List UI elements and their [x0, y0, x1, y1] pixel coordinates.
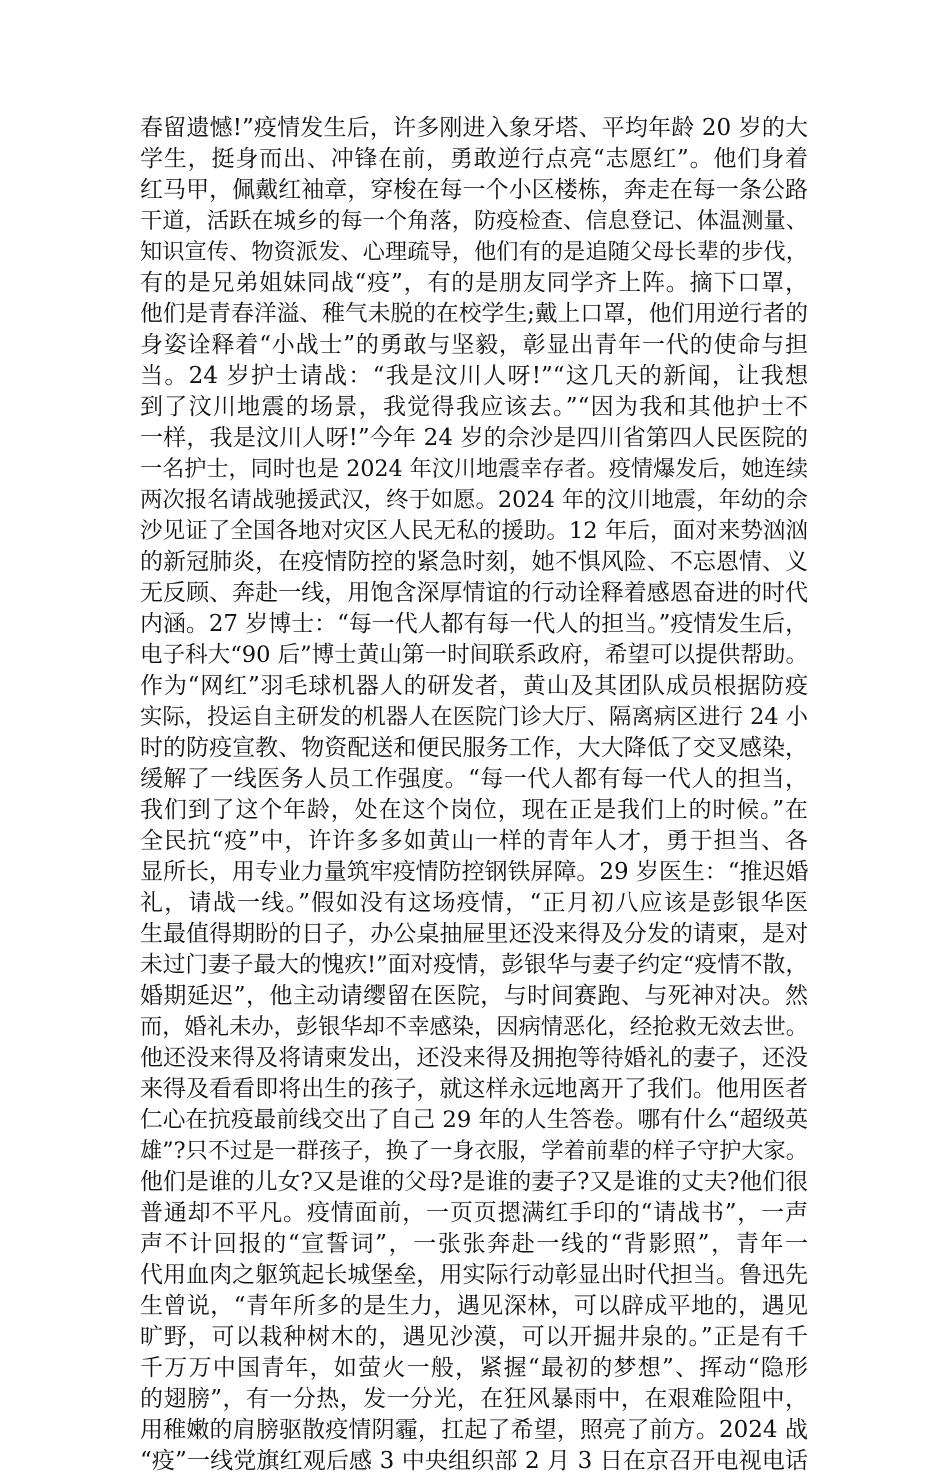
text-line: 无反顾、奔赴一线，用饱含深厚情谊的行动诠释着感恩奋进的时代 [140, 580, 808, 606]
text-line: 千万万中国青年，如萤火一般，紧握“最初的梦想”、挥动“隐形 [140, 1355, 808, 1381]
text-line: 生最值得期盼的日子，办公桌抽屉里还没来得及分发的请柬，是对 [140, 921, 808, 947]
text-line: 仁心在抗疫最前线交出了自己 29 年的人生答卷。哪有什么“超级英 [140, 1107, 808, 1133]
text-line: 有的是兄弟姐妹同战“疫”，有的是朋友同学齐上阵。摘下口罩， [140, 270, 808, 296]
text-line: 而，婚礼未办，彭银华却不幸感染，因病情恶化，经抢救无效去世。 [140, 1014, 808, 1040]
text-line: 普通却不平凡。疫情面前，一页页摁满红手印的“请战书”，一声 [140, 1200, 808, 1226]
text-line: 他还没来得及将请柬发出，还没来得及拥抱等待婚礼的妻子，还没 [140, 1045, 808, 1071]
text-line: 缓解了一线医务人员工作强度。“每一代人都有每一代人的担当， [140, 766, 808, 792]
text-line: 身姿诠释着“小战士”的勇敢与坚毅，彰显出青年一代的使命与担 [140, 332, 808, 358]
text-line: 一名护士，同时也是 2024 年汶川地震幸存者。疫情爆发后，她连续 [140, 456, 808, 482]
text-line: 的新冠肺炎，在疫情防控的紧急时刻，她不惧风险、不忘恩情、义 [140, 549, 808, 575]
text-line: 他们是青春洋溢、稚气未脱的在校学生;戴上口罩，他们用逆行者的 [140, 301, 808, 327]
text-line: 他们是谁的儿女?又是谁的父母?是谁的妻子?又是谁的丈夫?他们很 [140, 1169, 809, 1195]
text-line: 旷野，可以栽种树木的，遇见沙漠，可以开掘井泉的。”正是有千 [140, 1324, 808, 1350]
text-line: 内涵。27 岁博士：“每一代人都有每一代人的担当。”疫情发生后， [140, 611, 808, 637]
text-line: 雄”?只不过是一群孩子，换了一身衣服，学着前辈的样子守护大家。 [140, 1138, 808, 1164]
text-line: 声不计回报的“宣誓词”，一张张奔赴一线的“背影照”，青年一 [140, 1231, 808, 1257]
text-line: 实际，投运自主研发的机器人在医院门诊大厅、隔离病区进行 24 小 [140, 704, 808, 730]
text-line: 用稚嫩的肩膀驱散疫情阴霾，扛起了希望，照亮了前方。2024 战 [140, 1417, 808, 1443]
text-line: 显所长，用专业力量筑牢疫情防控钢铁屏障。29 岁医生：“推迟婚 [140, 859, 809, 885]
text-line: 当。24 岁护士请战：“我是汶川人呀!”“这几天的新闻，让我想 [140, 363, 808, 389]
text-line: 一样，我是汶川人呀!”今年 24 岁的佘沙是四川省第四人民医院的 [140, 425, 808, 451]
text-line: 未过门妻子最大的愧疚!”面对疫情，彭银华与妻子约定“疫情不散， [140, 952, 808, 978]
text-line: 来得及看看即将出生的孩子，就这样永远地离开了我们。他用医者 [140, 1076, 808, 1102]
text-line: 婚期延迟”，他主动请缨留在医院，与时间赛跑、与死神对决。然 [140, 983, 808, 1009]
text-line: 两次报名请战驰援武汉，终于如愿。2024 年的汶川地震，年幼的佘 [140, 487, 808, 513]
text-line: 电子科大“90 后”博士黄山第一时间联系政府，希望可以提供帮助。 [140, 642, 808, 668]
text-line: 到了汶川地震的场景，我觉得我应该去。”“因为我和其他护士不 [140, 394, 808, 420]
text-line: 学生，挺身而出、冲锋在前，勇敢逆行点亮“志愿红”。他们身着 [140, 146, 808, 172]
text-line: “疫”一线党旗红观后感 3 中央组织部 2 月 3 日在京召开电视电话 [140, 1448, 808, 1474]
text-line: 生曾说，“青年所多的是生力，遇见深林，可以辟成平地的，遇见 [140, 1293, 808, 1319]
text-line: 时的防疫宣教、物资配送和便民服务工作，大大降低了交叉感染， [140, 735, 808, 761]
text-line: 干道，活跃在城乡的每一个角落，防疫检查、信息登记、体温测量、 [140, 208, 808, 234]
text-line: 礼，请战一线。”假如没有这场疫情，“正月初八应该是彭银华医 [140, 890, 808, 916]
text-line: 红马甲，佩戴红袖章，穿梭在每一个小区楼栋，奔走在每一条公路 [140, 177, 808, 203]
text-line: 作为“网红”羽毛球机器人的研发者，黄山及其团队成员根据防疫 [140, 673, 808, 699]
text-line: 我们到了这个年龄，处在这个岗位，现在正是我们上的时候。”在 [140, 797, 808, 823]
text-line: 沙见证了全国各地对灾区人民无私的援助。12 年后，面对来势汹汹 [140, 518, 808, 544]
body-paragraph [140, 113, 808, 1477]
text-line: 知识宣传、物资派发、心理疏导，他们有的是追随父母长辈的步伐， [140, 239, 808, 265]
text-line: 春留遗憾!”疫情发生后，许多刚进入象牙塔、平均年龄 20 岁的大 [140, 115, 808, 141]
text-line: 全民抗“疫”中，许许多多如黄山一样的青年人才，勇于担当、各 [140, 828, 808, 854]
text-line: 的翅膀”，有一分热，发一分光，在狂风暴雨中，在艰难险阻中， [140, 1386, 808, 1412]
text-line: 代用血肉之躯筑起长城堡垒，用实际行动彰显出时代担当。鲁迅先 [140, 1262, 808, 1288]
